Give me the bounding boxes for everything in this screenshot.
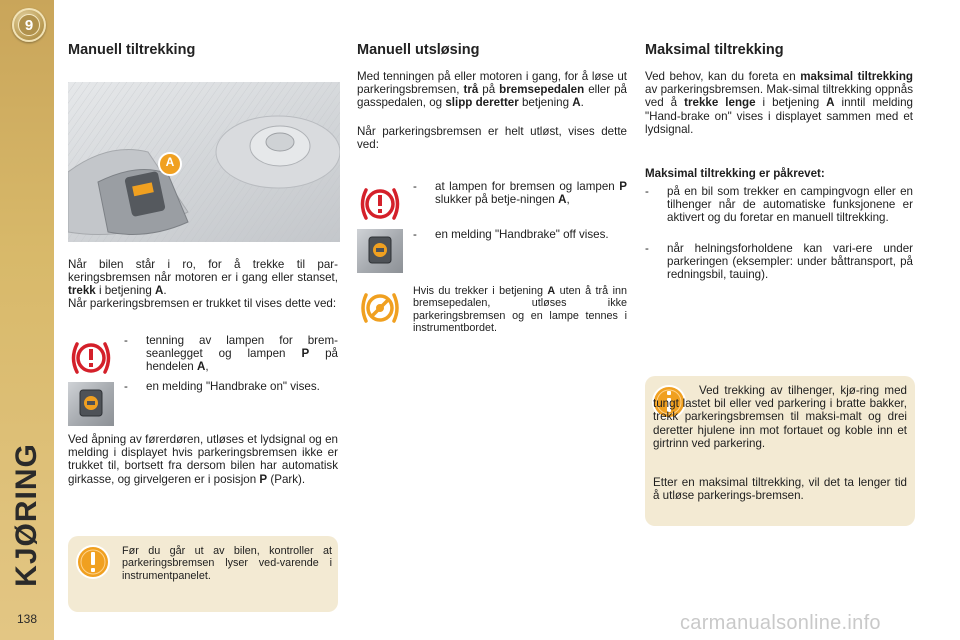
caution-icon — [75, 544, 111, 580]
handbrake-console-illustration — [68, 82, 340, 242]
brake-warning-lamp-icon-2 — [357, 182, 403, 226]
chapter-sidebar — [0, 0, 54, 640]
heading-manual-release: Manuell utsløsing — [357, 42, 480, 58]
console-drawing — [68, 82, 340, 242]
warning-note-text: Før du går ut av bilen, kontroller at parkeringsbremsen lyser ved-varende i instrumentpanelet. — [122, 545, 332, 582]
watermark: carmanualsonline.info — [680, 612, 881, 634]
chapter-number: 9 — [18, 14, 40, 36]
info-note-box — [645, 376, 915, 526]
heading-manual-engage: Manuell tiltrekking — [68, 42, 196, 58]
chapter-badge — [12, 8, 46, 42]
col2-bullet-1: - at lampen for bremsen og lampen P slukker på betje-ningen A, — [413, 180, 627, 207]
page-number: 138 — [16, 612, 38, 626]
handbrake-fault-lamp-icon — [357, 286, 403, 330]
heading-maximum-engage: Maksimal tiltrekking — [645, 42, 784, 58]
col1-bullet-2: - en melding "Handbrake on" vises. — [124, 380, 320, 393]
col3-bullet-1: - på en bil som trekker en campingvogn eller en tilhenger når de automatiske funksjonene er aktivert og du foretar en manuell tiltrekking. — [645, 185, 913, 225]
col2-bullet-2: - en melding "Handbrake" off vises. — [413, 228, 609, 241]
col2-paragraph-3: Hvis du trekker i betjening A uten å trå inn bremsepedalen, utløses ikke parkeringsbremsen og en lampe tennes i instrumentbordet. — [413, 285, 627, 335]
handbrake-switch-thumbnail-2 — [357, 229, 403, 273]
chapter-title-text: KJØRING — [10, 443, 43, 587]
col1-bullet-1: - tenning av lampen for brem-seanlegget og lampen P på hendelen A, — [124, 334, 338, 374]
brake-warning-lamp-icon — [68, 336, 114, 380]
chapter-title — [2, 420, 52, 610]
info-note-paragraph-1: Ved trekking av tilhenger, kjø-ring med tungt lastet bil eller ved parkering i bratte bakker, trekk parkeringsbremsen til maksi-malt og drei deretter hjulene inn mot fortauet og koble inn et girtrinn ved parkering. — [653, 384, 907, 450]
col3-paragraph-1: Ved behov, kan du foreta en maksimal tiltrekking av parkeringsbremsen. Mak-simal tiltrekking oppnås ved å trekke lenge i betjening A inntil melding "Hand-brake on" vises i displayet sammen med et lydsignal. — [645, 70, 913, 136]
col1-paragraph-3: Ved åpning av førerdøren, utløses et lydsignal og en melding i displayet hvis parkeringsbremsen ikke er trukket til, bortsett fra dersom bilen har automatisk girkasse, og girvelgeren er i posisjon P (Park). — [68, 433, 338, 486]
col3-subheading: Maksimal tiltrekking er påkrevet: — [645, 167, 825, 180]
col1-paragraph-2: Når parkeringsbremsen er trukket til vises dette ved: — [68, 297, 337, 310]
warning-note-box — [68, 536, 338, 612]
handbrake-switch-thumbnail — [68, 382, 114, 426]
info-note-paragraph-2: Etter en maksimal tiltrekking, vil det ta lenger tid å utløse parkerings-bremsen. — [653, 476, 907, 503]
col2-paragraph-1: Med tenningen på eller motoren i gang, for å løse ut parkeringsbremsen, trå på bremsepedalen eller på gasspedalen, og slipp deretter betjening A. — [357, 70, 627, 110]
col1-paragraph-1: Når bilen står i ro, for å trekke til par-keringsbremsen når motoren er i gang eller stanset, trekk i betjening A. — [68, 258, 338, 298]
col2-paragraph-2: Når parkeringsbremsen er helt utløst, vises dette ved: — [357, 125, 627, 152]
image-callout-label: A — [165, 155, 175, 169]
col3-bullet-2: - når helningsforholdene kan vari-ere under parkeringen (eksempler: under båttransport, på redningsbil, tauing). — [645, 242, 913, 282]
